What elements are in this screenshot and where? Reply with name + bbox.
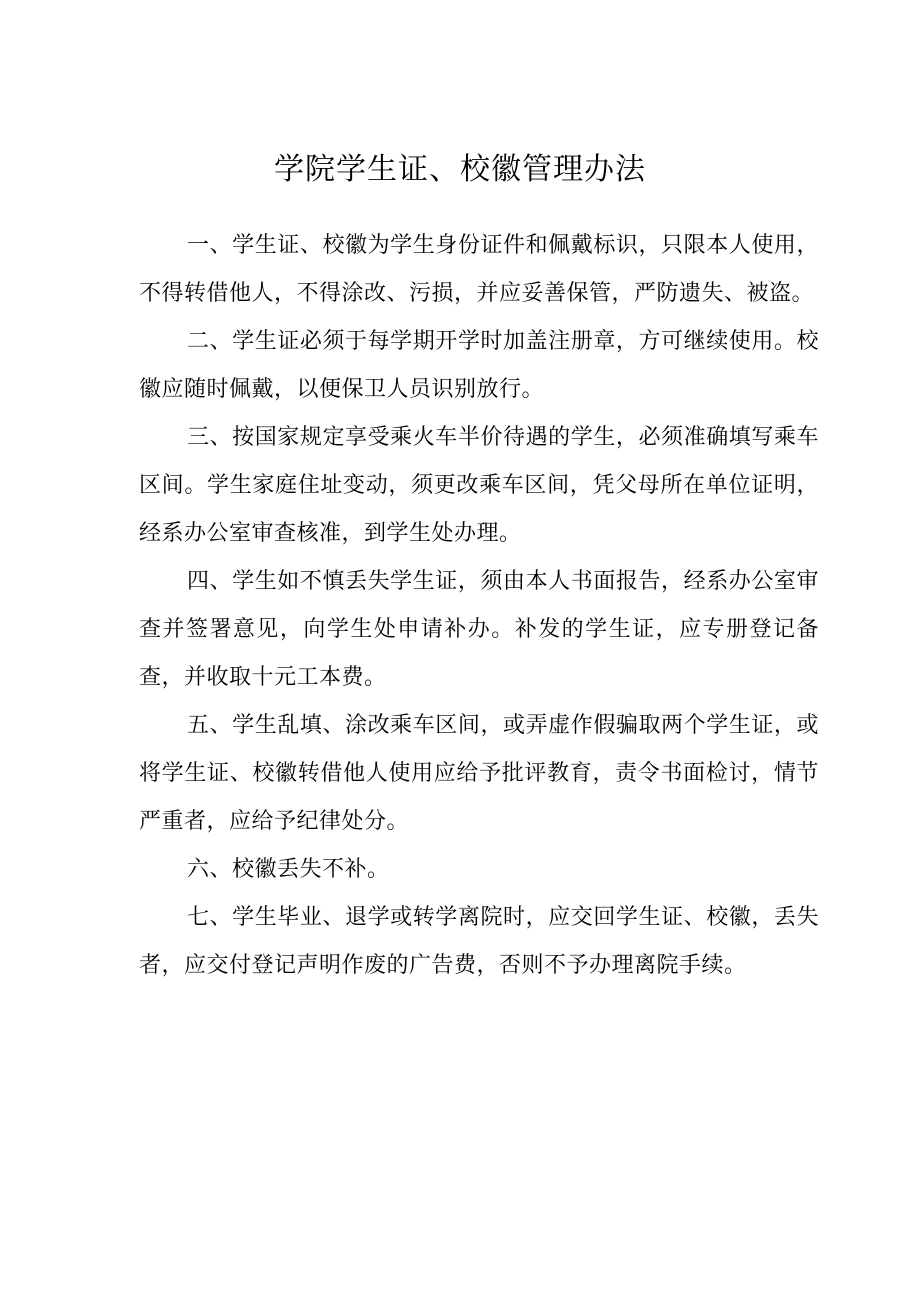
document-title: 学院学生证、校徽管理办法 bbox=[274, 152, 646, 187]
paragraph-3: 三、按国家规定享受乘火车半价待遇的学生，必须准确填写乘车区间。学生家庭住址变动，须更改乘车区间，凭父母所在单位证明，经系办公室审查核准，到学生处办理。 bbox=[139, 425, 819, 546]
paragraph-1: 一、学生证、校徽为学生身份证件和佩戴标识，只限本人使用，不得转借他人，不得涂改、污损，并应妥善保管，严防遗失、被盗。 bbox=[139, 233, 819, 306]
document-body bbox=[139, 222, 819, 990]
paragraph-6: 六、校徽丢失不补。 bbox=[187, 857, 390, 882]
paragraph-2: 二、学生证必须于每学期开学时加盖注册章，方可继续使用。校徽应随时佩戴，以便保卫人员识别放行。 bbox=[139, 329, 819, 402]
paragraph-4: 四、学生如不慎丢失学生证，须由本人书面报告，经系办公室审查并签署意见，向学生处申请补办。补发的学生证，应专册登记备查，并收取十元工本费。 bbox=[139, 569, 819, 690]
paragraph-5: 五、学生乱填、涂改乘车区间，或弄虚作假骗取两个学生证，或将学生证、校徽转借他人使用应给予批评教育，责令书面检讨，情节严重者，应给予纪律处分。 bbox=[139, 713, 819, 834]
paragraph-7: 七、学生毕业、退学或转学离院时，应交回学生证、校徽，丢失者，应交付登记声明作废的广告费，否则不予办理离院手续。 bbox=[139, 905, 819, 978]
